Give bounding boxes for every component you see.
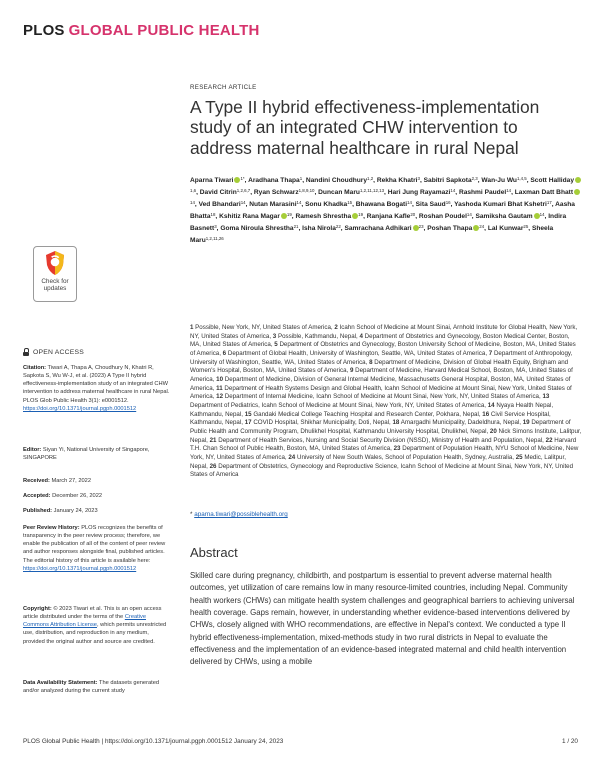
author-name	[424, 177, 478, 184]
copyright-text-rest: , which permits unrestricted use, distribution, and reproduction in any medium, provided the original author and source are credited.	[23, 622, 167, 645]
accepted-date: December 26, 2022	[52, 493, 103, 499]
author-name	[454, 201, 552, 208]
author-name	[416, 201, 451, 208]
author-name-text: Yashoda Kumari Bhat Kshetri	[454, 201, 547, 208]
affiliation-item	[216, 393, 542, 400]
page-number: 1 / 20	[562, 738, 578, 745]
check-for-updates-badge[interactable]	[33, 246, 77, 302]
affiliation-number: 4	[359, 332, 363, 340]
data-availability-label: Data Availability Statement:	[23, 680, 98, 686]
check-updates-icon	[44, 250, 66, 276]
author-affiliation-sup: 3	[214, 224, 217, 229]
affiliation-text: Department of Public Health and Community Program, Dhulikhel Hospital, Kathmandu University Hospital, Dhulikhel, Nepal,	[190, 419, 571, 435]
accepted-label: Accepted:	[23, 493, 51, 499]
author-name	[190, 177, 245, 184]
author-affiliation-sup: 1,6	[190, 188, 197, 193]
author-name	[356, 201, 412, 208]
author-name-text: Goma Niroula Shrestha	[220, 225, 294, 232]
author-affiliation-sup: 16	[445, 200, 451, 205]
journal-header	[23, 22, 260, 39]
author-name-text: Duncan Maru	[318, 189, 360, 196]
affiliation-item	[392, 419, 522, 426]
citation-doi-link[interactable]: https://doi.org/10.1371/journal.pgph.0001512	[23, 405, 137, 412]
orcid-icon[interactable]	[574, 189, 580, 195]
author-name-text: Roshan Poudel	[418, 213, 467, 220]
author-affiliation-sup: 1,2,11,12,13	[359, 188, 385, 193]
author-name	[248, 177, 302, 184]
author-name	[220, 225, 298, 232]
affiliation-number: 1	[190, 324, 194, 331]
author-name-text: Sheela Maru	[190, 225, 554, 244]
affiliation-text: Nick Simons Institute, Lalitpur, Nepal,	[190, 427, 582, 444]
author-name-text: Samrachana Adhikari	[344, 225, 412, 232]
author-name-text: Scott Halliday	[530, 177, 574, 184]
author-name-text: Ved Bhandari	[198, 201, 241, 208]
author-name-text: Nutan Marasini	[249, 201, 297, 208]
affiliation-number: 22	[545, 436, 553, 444]
author-name-text: Rashmi Paudel	[458, 189, 507, 196]
author-name-text: Laxman Datt Bhatt	[514, 189, 574, 196]
author-name	[481, 177, 526, 184]
author-affiliation-sup: 14	[466, 212, 472, 217]
author-affiliation-sup: 17	[546, 200, 552, 205]
affiliation-text: Department of Health Services, Nursing and Social Security Division (NSSD), Ministry of Health and Population, Nepal,	[216, 436, 546, 444]
affiliation-number: 7	[488, 349, 493, 357]
affiliation-text: Department of Obstetrics, Gynecology and Reproductive Science, Icahn School of Medicine at Mount Sinai, New York, NY, United States of America	[190, 462, 574, 479]
author-affiliation-sup: 2,3	[471, 176, 478, 181]
page-footer	[23, 738, 578, 745]
author-name-text: Aasha Bhatta	[190, 201, 575, 220]
author-affiliation-sup: 23	[418, 224, 424, 229]
affiliation-number: 13	[542, 393, 550, 401]
peer-review-link[interactable]: https://doi.org/10.1371/journal.pgph.0001512	[23, 565, 137, 572]
author-name	[219, 213, 292, 220]
author-name	[388, 189, 456, 196]
affiliation-number: 9	[349, 367, 354, 375]
author-name-text: Aradhana Thapa	[248, 177, 300, 184]
author-affiliation-sup: 14	[190, 200, 195, 205]
author-affiliation-sup: 1*	[240, 176, 245, 181]
author-name	[419, 213, 472, 220]
author-affiliation-sup: 19	[358, 212, 364, 217]
affiliation-number: 20	[489, 427, 497, 435]
affiliation-item	[288, 454, 515, 461]
author-affiliation-sup: 3	[417, 176, 420, 181]
affiliation-number: 18	[392, 419, 400, 427]
affiliation-text: Icahn School of Medicine at Mount Sinai, Arnhold Institute for Global Health, New York, NY, United States of America,	[190, 324, 578, 340]
published-block	[23, 507, 171, 515]
affiliation-item	[245, 411, 483, 418]
journal-name-subtitle: GLOBAL PUBLIC HEALTH	[68, 22, 260, 39]
abstract-heading: Abstract	[190, 545, 238, 560]
affiliation-number: 15	[244, 410, 252, 418]
author-name-text: Wan-Ju Wu	[481, 177, 517, 184]
author-list: Aparna Tiwari $^{1*}$, Aradhana Thapa$^1$, Nandini Choudhury$^{1,2}$, Rekha Khatri$^3$, Sabitri Sapkota$^{2,3}$, Wan-Ju Wu$^{1,4,5}$, Scott Halliday$^{1,6}$, David Citrin$^{1,2,6,7}$, Ryan Schwarz$^{1,8,9,10}$, Duncan Maru$^{1,2,11,12,13}$, Hari Jung Rayamazi$^{14}$, Rashmi Paudel$^{14}$, Laxman Datt Bhatt$^{14}$, Ved Bhandari$^{14}$, Nutan Marasini$^{14}$, Sonu Khadka$^{15}$, Bhawana Bogati$^{14}$, Sita Saud$^{16}$, Yashoda Kumari Bhat Kshetri$^{17}$, Aasha Bhatta$^{18}$, Kshitiz Rana Magar $^{19}$, Ramesh Shrestha $^{19}$, Ranjana Kafle$^{20}$, Roshan Poudel$^{14}$, Samiksha Gautam $^{14}$, Indira Basnett$^3$, Goma Niroula Shrestha$^{21}$, Isha Nirola$^{22}$, Samrachana Adhikari $^{23}$, Poshan Thapa $^{24}$, Lal Kunwar$^{25}$, Sheela Maru$^{1,2,11,26}$	[190, 174, 582, 246]
affiliation-number: 6	[222, 349, 227, 357]
author-name-text: Indira Basnett	[190, 213, 567, 232]
affiliation-text: University of New South Wales, School of Population Health, Sydney, Australia,	[295, 453, 516, 461]
affiliation-number: 17	[244, 419, 252, 427]
journal-name-plos: PLOS	[23, 22, 65, 39]
affiliation-number: 25	[515, 453, 523, 461]
affiliation-list	[190, 324, 582, 480]
affiliation-text: Harvard T.H. Chan School of Public Health, Boston, MA, United States of America,	[190, 436, 577, 453]
author-affiliation-sup: 1	[299, 176, 303, 181]
author-name	[427, 225, 484, 232]
citation-label: Citation:	[23, 365, 47, 371]
affiliation-text: COVID Hospital, Shikhar Municipality, Doti, Nepal,	[251, 419, 393, 427]
affiliation-number: 23	[393, 445, 401, 453]
author-name-text: Bhawana Bogati	[355, 201, 408, 208]
article-type-label: RESEARCH ARTICLE	[190, 84, 257, 91]
corresponding-email-link[interactable]: aparna.tiwari@possiblehealth.org	[194, 511, 288, 518]
author-name-text: Ramesh Shrestha	[295, 213, 352, 220]
published-date: January 24, 2023	[53, 508, 98, 514]
author-affiliation-sup: 25	[523, 224, 529, 229]
peer-review-text: PLOS recognizes the benefits of transparency in the peer review process; therefore, we enable the publication of all of the content of peer review and author responses alongside final, published articles. The editorial history of this article is available here:	[23, 525, 166, 564]
open-lock-icon	[23, 348, 29, 356]
affiliation-item	[210, 437, 546, 444]
affiliation-number: 14	[487, 401, 495, 409]
author-name-text: Ranjana Kafle	[366, 213, 411, 220]
author-name	[302, 225, 341, 232]
affiliation-text: Department of Population Health, NYU School of Medicine, New York, NY, United States of America,	[190, 445, 579, 461]
author-name	[367, 213, 416, 220]
affiliation-number: 26	[209, 462, 217, 470]
open-access-text: OPEN ACCESS	[33, 348, 84, 356]
affiliation-text: Medic, Lalitpur, Nepal,	[190, 453, 566, 470]
affiliation-text: Amargadhi Municipality, Dadeldhura, Nepal,	[399, 419, 523, 427]
affiliation-text: Department of Medicine, Division of Global Health Equity, Brigham and Women's Hospital, Boston, MA, United States of America,	[190, 358, 569, 375]
affiliation-number: 19	[522, 419, 530, 427]
affiliation-number: 8	[369, 358, 373, 366]
check-updates-line2: updates	[43, 285, 67, 293]
affiliation-number: 3	[272, 332, 277, 340]
author-affiliation-sup: 14	[539, 212, 545, 217]
author-affiliation-sup: 15	[347, 200, 353, 205]
author-affiliation-sup: 21	[293, 224, 299, 229]
author-affiliation-sup: 1,2,6,7	[236, 188, 251, 193]
author-name-text: Isha Nirola	[302, 225, 336, 232]
affiliation-item	[190, 463, 573, 479]
editor-label: Editor:	[23, 447, 42, 453]
author-affiliation-sup: 22	[335, 224, 341, 229]
author-affiliation-sup: 14	[407, 200, 412, 205]
author-name-text: Sonu Khadka	[305, 201, 348, 208]
copyright-label: Copyright:	[23, 606, 52, 612]
received-date: March 27, 2022	[51, 478, 91, 484]
author-name-text: Kshitiz Rana Magar	[219, 213, 280, 220]
author-affiliation-sup: 24	[479, 224, 485, 229]
check-updates-line1: Check for	[41, 278, 69, 285]
author-name	[459, 189, 511, 196]
affiliation-text: Civil Service Hospital, Kathmandu, Nepal,	[190, 410, 551, 427]
author-name	[199, 201, 246, 208]
open-access-label	[23, 348, 84, 356]
article-title: A Type II hybrid effectiveness-implementation study of an integrated CHW intervention to address maternal healthcare in rural Nepal	[190, 97, 540, 158]
author-name-text: David Citrin	[199, 189, 237, 196]
affiliation-text: Possible, Kathmandu, Nepal,	[276, 332, 360, 340]
affiliation-item	[190, 324, 334, 331]
affiliation-item	[245, 419, 393, 426]
affiliation-number: 11	[216, 384, 223, 392]
accepted-block	[23, 492, 171, 500]
editor-text: Siyan Yi, National University of Singapore, SINGAPORE	[23, 447, 150, 462]
affiliation-text: Department of Internal Medicine, Icahn School of Medicine at Mount Sinai, New York, NY, United States of America,	[223, 393, 543, 401]
footer-citation: PLOS Global Public Health | https://doi.org/10.1371/journal.pgph.0001512 January 24, 2023	[23, 738, 284, 745]
author-name-text: Rekha Khatri	[376, 177, 418, 184]
orcid-icon[interactable]	[575, 177, 581, 183]
affiliation-text: Department of Health Systems Design and Global Health, Icahn School of Medicine at Mount Sinai, New York, United States of America,	[190, 384, 572, 401]
affiliation-text: Department of Obstetrics and Gynecology, Boston University School of Medicine, Boston, MA, United States of America,	[190, 341, 576, 357]
affiliation-item	[272, 332, 363, 340]
peer-review-block	[23, 524, 171, 573]
affiliation-text: Nyaya Health Nepal, Kathmandu, Nepal,	[190, 401, 554, 418]
author-affiliation-sup: 1,4,5	[516, 176, 527, 181]
author-name-text: Poshan Thapa	[427, 225, 473, 232]
corresponding-email	[190, 511, 288, 518]
editor-block	[23, 446, 171, 462]
data-availability-text: The datasets generated and/or analyzed during the current study	[23, 680, 160, 695]
author-affiliation-sup: 14	[506, 188, 512, 193]
affiliation-text: Department of Obstetrics and Gynecology, Boston Medical Center, Boston, MA, United States of America,	[190, 332, 570, 349]
author-name-text: Hari Jung Rayamazi	[387, 189, 451, 196]
affiliation-number: 10	[216, 375, 224, 383]
author-name	[377, 177, 420, 184]
author-name	[488, 225, 528, 232]
author-name	[305, 201, 352, 208]
citation-text: Tiwari A, Thapa A, Choudhury N, Khatri R, Sapkota S, Wu W-J, et al. (2023) A Type II hybrid effectiveness-implementation study of an integrated CHW intervention to address maternal healthcare in rural Nepal. PLOS Glob Public Health 3(1): e0001512.	[23, 365, 170, 404]
author-name-text: Ryan Schwarz	[253, 189, 299, 196]
copyright-block	[23, 605, 171, 646]
abstract-text: Skilled care during pregnancy, childbirth, and postpartum is essential to prevent adverse maternal health outcomes, yet utilization of care remains low in many resource-limited countries, including Nepal. Community health workers (CHWs) can mitigate health system challenges and geographical barriers to achieving universal health coverage. Gaps remain, however, in understanding whether evidence-based interventions delivered by CHWs, closely aligned with WHO recommendations, are effective in Nepal's context. We conducted a type II hybrid effectiveness-implementation, mixed-methods study in two rural districts in Nepal to evaluate the effectiveness and the implementation of an evidence-based integrated maternal and child health intervention delivered by CHWs, using a mobile	[190, 571, 575, 667]
corresponding-marker: *	[190, 511, 193, 518]
author-affiliation-sup: 1,2	[367, 176, 374, 181]
data-availability-block	[23, 679, 171, 695]
author-name-text: Aparna Tiwari	[190, 177, 234, 184]
author-name	[200, 189, 250, 196]
affiliation-text: Possible, New York, NY, United States of America,	[193, 324, 335, 331]
copyright-text: © 2023 Tiwari et al. This is an open access article distributed under the terms of the	[23, 606, 162, 621]
author-affiliation-sup: 14	[296, 200, 302, 205]
author-affiliation-sup: 14	[450, 188, 456, 193]
author-affiliation-sup: 18	[210, 212, 216, 217]
author-name	[249, 201, 301, 208]
affiliation-item	[223, 350, 489, 357]
affiliation-number: 5	[274, 341, 278, 349]
author-name	[254, 189, 315, 196]
author-affiliation-sup: 14	[240, 200, 246, 205]
author-affiliation-sup: 1,8,9,10	[298, 188, 315, 193]
author-name	[475, 213, 544, 220]
affiliation-number: 16	[482, 410, 490, 418]
received-label: Received:	[23, 478, 50, 484]
affiliation-text: Department of Medicine, Harvard Medical School, Boston, MA, United States of America,	[190, 367, 573, 383]
affiliation-text: Gandaki Medical College Teaching Hospital and Research Center, Pokhara, Nepal,	[251, 410, 483, 418]
affiliation-text: Department of Pediatrics, Icahn School of Medicine at Mount Sinai, New York, NY, United States of America,	[190, 401, 488, 409]
affiliation-number: 24	[288, 453, 296, 461]
affiliation-number: 2	[334, 324, 338, 331]
author-name	[295, 213, 363, 220]
published-label: Published:	[23, 508, 53, 514]
affiliation-number: 12	[216, 393, 224, 401]
author-name-text: Nandini Choudhury	[305, 177, 368, 184]
received-block	[23, 477, 171, 485]
author-name	[306, 177, 373, 184]
author-name-text: Lal Kunwar	[487, 225, 524, 232]
affiliation-text: Department of Anthropology, University of Washington, Seattle, WA, United States of America,	[190, 349, 573, 366]
affiliation-text: Department of Global Health, University of Washington, Seattle, WA, United States of America,	[226, 349, 489, 357]
affiliation-text: Department of Medicine, Division of General Internal Medicine, Massachusetts General Hospital, Boston, MA, United States of America,	[190, 375, 571, 392]
author-name	[318, 189, 384, 196]
license-link[interactable]: Creative Commons Attribution License	[23, 614, 146, 629]
author-affiliation-sup: 19	[286, 212, 292, 217]
author-name-text: Samiksha Gautam	[475, 213, 533, 220]
author-name-text: Sabitri Sapkota	[423, 177, 472, 184]
peer-review-label: Peer Review History:	[23, 525, 80, 531]
author-name-text: Sita Saud	[415, 201, 446, 208]
citation-block	[23, 364, 171, 413]
author-affiliation-sup: 20	[410, 212, 416, 217]
affiliation-number: 21	[209, 436, 217, 444]
author-name	[344, 225, 423, 232]
author-affiliation-sup: 1,2,11,26	[205, 236, 224, 241]
